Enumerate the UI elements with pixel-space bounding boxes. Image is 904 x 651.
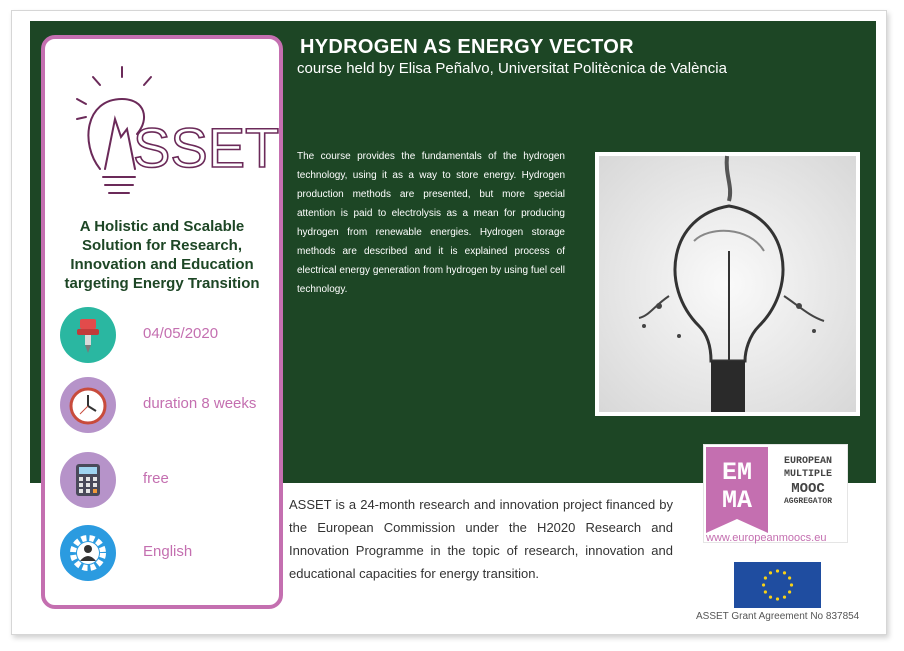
emma-line: MULTIPLE bbox=[783, 469, 833, 480]
info-row-duration bbox=[60, 377, 275, 435]
emma-line: MOOC bbox=[791, 481, 825, 497]
tagline bbox=[45, 217, 279, 293]
course-title: HYDROGEN AS ENERGY VECTOR bbox=[300, 36, 634, 58]
eu-flag-icon bbox=[734, 562, 821, 608]
tagline-line: targeting Energy Transition bbox=[64, 275, 260, 292]
emma-line: AGGREGATOR bbox=[783, 497, 833, 506]
pin-icon bbox=[60, 307, 116, 363]
calculator-icon bbox=[60, 452, 116, 508]
course-description: The course provides the fundamentals of the hydrogen technology, using it as a way to store energy. Hydrogen production methods are presented, but more special attention is paid to electrolysis as a mean for producing hydrogen from renewable energies. Hydrogen storage methods are described and it is explained process of electrical energy generation from hydrogen by using fuel cell technology. bbox=[297, 151, 565, 295]
grant-text: ASSET Grant Agreement No 837854 bbox=[696, 611, 860, 622]
gear-person-icon bbox=[60, 525, 116, 581]
info-row-date bbox=[60, 307, 275, 365]
tagline-line: Innovation and Education bbox=[70, 256, 254, 273]
emma-line: EUROPEAN bbox=[783, 456, 833, 467]
clock-icon bbox=[60, 377, 116, 433]
tagline-line: A Holistic and Scalable bbox=[79, 218, 245, 235]
emma-logo bbox=[703, 444, 848, 543]
asset-logo bbox=[75, 59, 280, 204]
duration-text: duration 8 weeks bbox=[143, 395, 257, 412]
emma-url: www.europeanmoocs.eu bbox=[706, 532, 827, 544]
date-text: 04/05/2020 bbox=[143, 325, 219, 342]
light-bulb-splash-image bbox=[599, 156, 856, 412]
info-row-price bbox=[60, 452, 275, 510]
bulb-photo bbox=[595, 152, 860, 416]
svg-text:SSET: SSET bbox=[133, 116, 280, 179]
emma-letters: MA bbox=[721, 486, 753, 515]
course-subtitle: course held by Elisa Peñalvo, Universitat Politècnica de València bbox=[297, 60, 727, 77]
about-text: ASSET is a 24-month research and innovation project financed by the European Commission under the H2020 Research and Innovation Programme in the topic of research, innovation and educational capacities for energy transition. bbox=[289, 497, 673, 581]
price-text: free bbox=[143, 470, 169, 487]
info-row-language bbox=[60, 525, 275, 583]
emma-letters: EM bbox=[721, 458, 753, 487]
language-text: English bbox=[143, 543, 193, 560]
info-card bbox=[41, 35, 283, 609]
tagline-line: Solution for Research, bbox=[81, 237, 243, 254]
